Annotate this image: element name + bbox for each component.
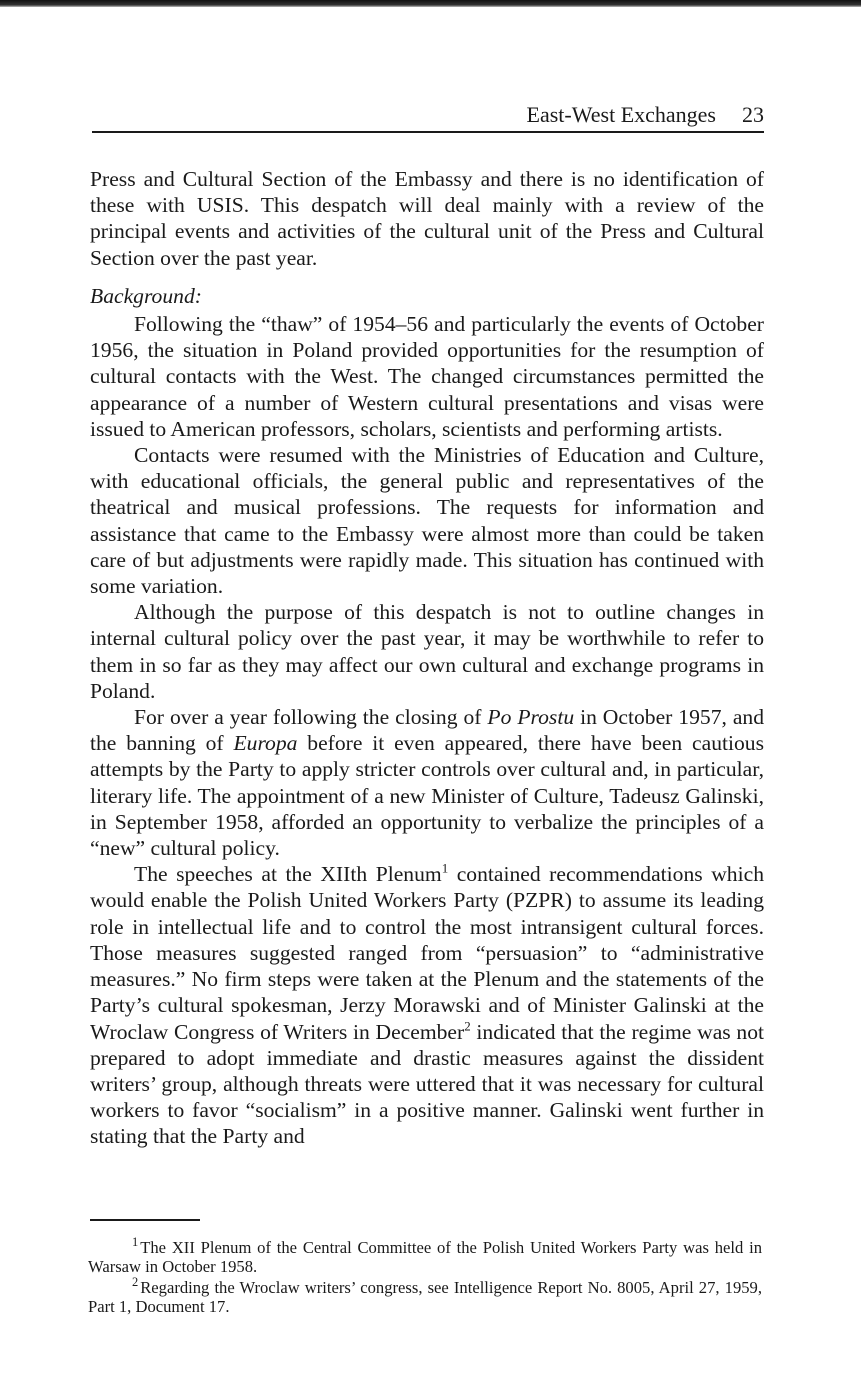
page-number: 23 bbox=[742, 102, 764, 127]
paragraph-purpose: Although the purpose of this despatch is not to outline changes in internal cultural policy over the past year, it may be worthwhile to refer to them in so far as they may affect our own cultural and exchange programs in Poland. bbox=[90, 600, 764, 703]
paragraph-continued: Press and Cultural Section of the Embassy and there is no identification of these with USIS. This despatch will deal mainly with a review of the principal events and activities of the cultural unit of the Press and Cultural Section over the past year. bbox=[90, 167, 764, 270]
footnotes bbox=[88, 1235, 762, 1318]
publication-title: Po Prostu bbox=[487, 705, 575, 730]
section-heading: Background: bbox=[90, 283, 202, 308]
footnote-ref-1: 1 bbox=[441, 860, 449, 876]
footnote-ref-2: 2 bbox=[464, 1018, 471, 1034]
header-rule bbox=[92, 131, 764, 133]
text-run: before it even appeared, there have been cautious attempts by the Party to apply stricter controls over cultural and, in particular, literary life. The appointment of a new Minister of Culture, Tadeusz Galinski, in September 1958, afforded an opportunity to verbalize the principles of a “new” cultural policy. bbox=[90, 731, 764, 861]
paragraph-po-prostu bbox=[90, 704, 764, 861]
footnote-rule bbox=[90, 1219, 200, 1221]
footnote-text: Regarding the Wroclaw writers’ congress, see Intelligence Report No. 8005, April 27, 1959, Part 1, Document 17. bbox=[88, 1278, 762, 1316]
text-run: For over a year following the closing of bbox=[134, 705, 488, 730]
running-head bbox=[92, 102, 764, 128]
footnote-1 bbox=[88, 1235, 762, 1276]
footnote-text: The XII Plenum of the Central Committee of the Polish United Workers Party was held in Warsaw in October 1958. bbox=[88, 1238, 762, 1276]
paragraph-plenum bbox=[90, 861, 764, 1149]
text-run: in October 1957, and the banning of bbox=[90, 705, 765, 756]
publication-title: Europa bbox=[233, 731, 298, 756]
scan-top-edge bbox=[0, 0, 861, 7]
footnote-2 bbox=[88, 1275, 762, 1316]
paragraph-contacts: Contacts were resumed with the Ministries of Education and Culture, with educational officials, the general public and representatives of the theatrical and musical professions. The requests for information and assistance that came to the Embassy were almost more than could be taken care of but adjustments were rapidly made. This situation has continued with some variation. bbox=[90, 443, 764, 599]
running-title: East-West Exchanges bbox=[526, 102, 716, 127]
text-run: indicated that the regime was not prepared to adopt immediate and drastic measures against the dissident writers’ group, although threats were uttered that it was necessary for cultural workers to favor “socialism” in a positive manner. Galinski went further in stating that the Party and bbox=[90, 1019, 764, 1149]
body-text bbox=[90, 166, 764, 1150]
text-run: The speeches at the XIIth Plenum bbox=[134, 862, 442, 887]
text-run: contained recommendations which would enable the Polish United Workers Party (PZPR) to assume its leading role in intellectual life and to control the most intransigent cultural forces. Those measures suggested ranged from “persuasion” to “administrative measures.” No firm steps were taken at the Plenum and the statements of the Party’s cultural spokesman, Jerzy Morawski and of Minister Galinski at the Wroclaw Congress of Writers in December bbox=[90, 862, 764, 1044]
paragraph-thaw: Following the “thaw” of 1954–56 and particularly the events of October 1956, the situation in Poland provided opportunities for the resumption of cultural contacts with the West. The changed circumstances permitted the appearance of a number of Western cultural presentations and visas were issued to American professors, scholars, scientists and performing artists. bbox=[90, 312, 764, 441]
footnote-mark: 2 bbox=[132, 1275, 139, 1290]
footnote-mark: 1 bbox=[132, 1235, 139, 1250]
